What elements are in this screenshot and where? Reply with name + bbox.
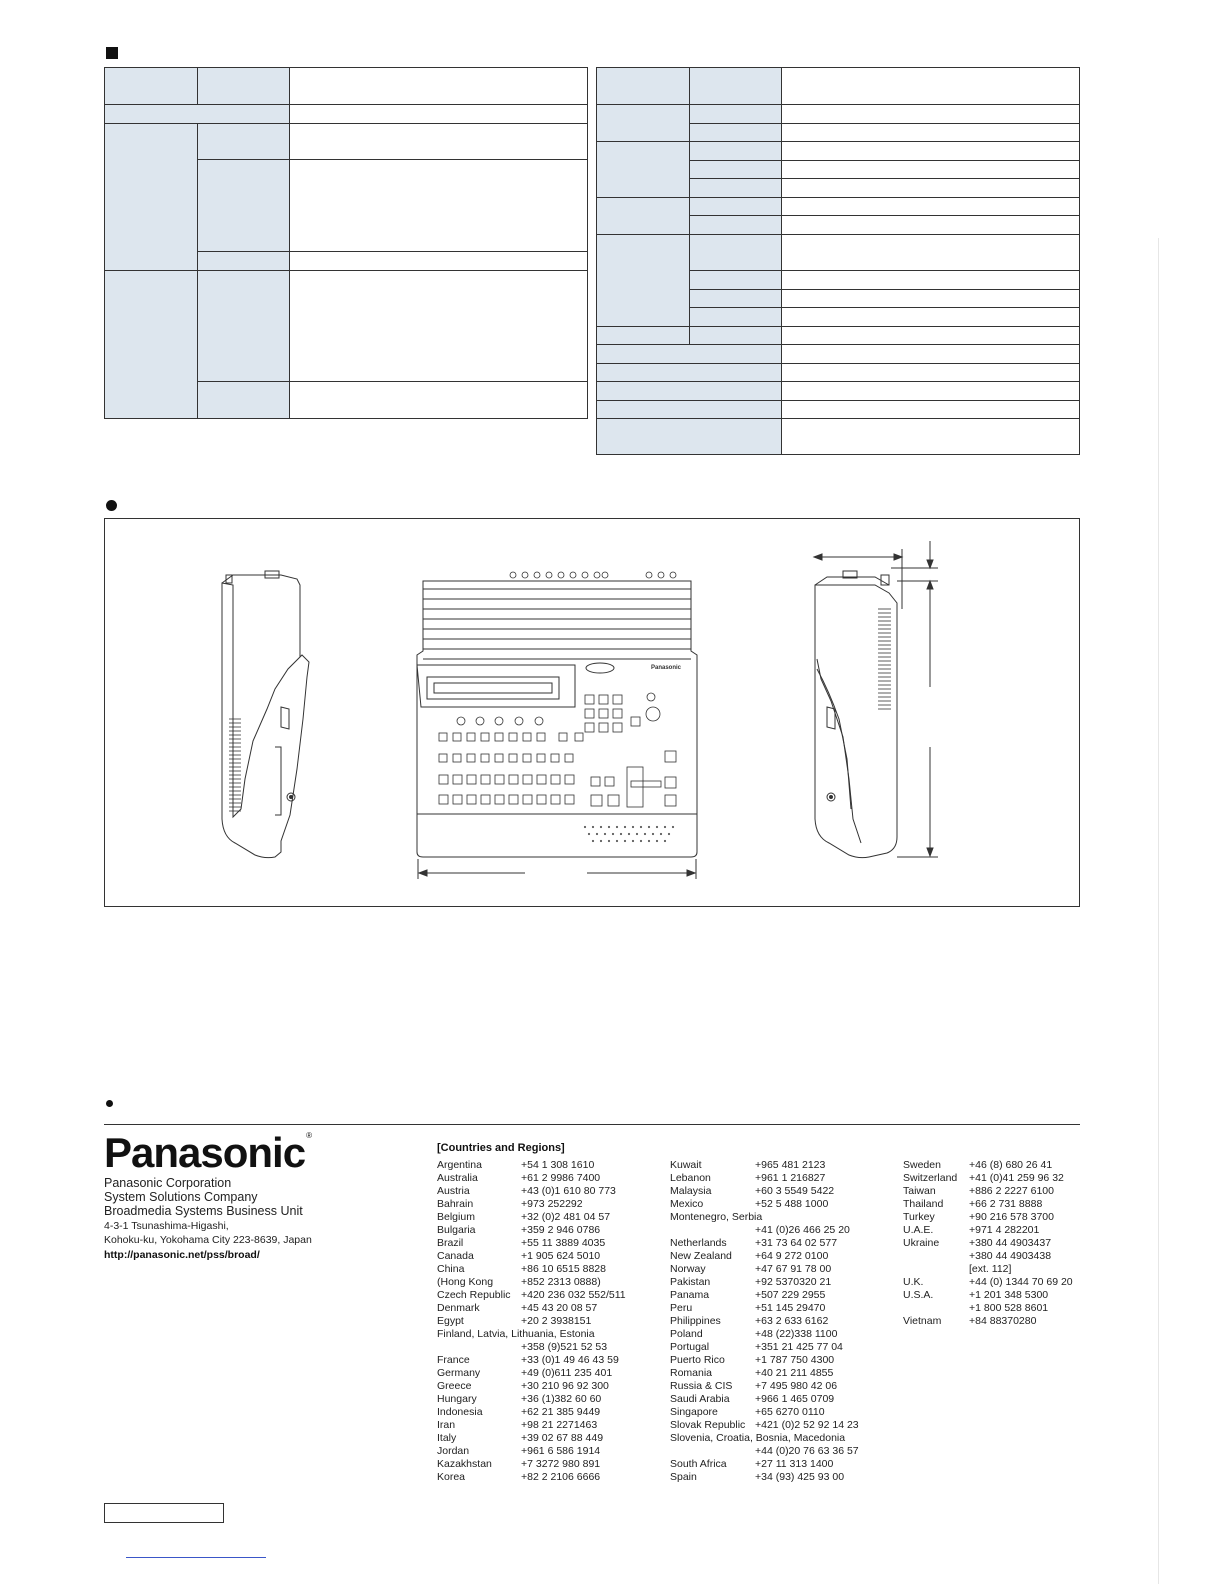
region-phone: +92 5370320 21	[755, 1276, 832, 1288]
region-row	[437, 1354, 662, 1367]
region-country: Denmark	[437, 1302, 480, 1314]
region-country: Czech Republic	[437, 1289, 511, 1301]
front-view	[417, 572, 697, 879]
region-row	[903, 1276, 1083, 1289]
region-row	[437, 1237, 662, 1250]
region-country: Thailand	[903, 1198, 944, 1210]
region-country: Indonesia	[437, 1406, 483, 1418]
region-row	[437, 1198, 662, 1211]
countries-title: [Countries and Regions]	[437, 1142, 565, 1154]
region-country: Malaysia	[670, 1185, 712, 1197]
region-row	[437, 1250, 662, 1263]
region-phone: +49 (0)611 235 401	[521, 1367, 613, 1379]
spec-table-left	[104, 67, 588, 419]
region-phone: +84 88370280	[969, 1315, 1037, 1327]
region-row	[670, 1224, 895, 1237]
region-phone: +41 (0)26 466 25 20	[755, 1224, 850, 1236]
region-row	[903, 1302, 1083, 1315]
region-phone: +971 4 282201	[969, 1224, 1040, 1236]
region-country: Romania	[670, 1367, 713, 1379]
page-edge-line	[1158, 238, 1159, 1584]
region-phone: +380 44 4903437	[969, 1237, 1052, 1249]
region-phone: +1 787 750 4300	[755, 1354, 835, 1366]
bottom-link-underline	[126, 1557, 266, 1558]
region-country: Egypt	[437, 1315, 464, 1327]
region-country: New Zealand	[670, 1250, 732, 1262]
region-row	[437, 1458, 662, 1471]
company-line: System Solutions Company	[104, 1190, 258, 1204]
front-brand-label: Panasonic	[651, 665, 682, 671]
region-country: U.K.	[903, 1276, 924, 1288]
region-row	[437, 1289, 662, 1302]
region-row	[437, 1406, 662, 1419]
region-country: Hungary	[437, 1393, 477, 1405]
region-phone: +54 1 308 1610	[521, 1159, 595, 1171]
region-phone: +351 21 425 77 04	[755, 1341, 843, 1353]
company-name-block	[104, 1176, 303, 1218]
region-country: Pakistan	[670, 1276, 711, 1288]
region-country: Slovenia, Croatia, Bosnia, Macedonia	[670, 1432, 846, 1444]
region-row	[437, 1419, 662, 1432]
side-view-left	[222, 571, 309, 858]
document-code-box	[104, 1503, 224, 1523]
region-phone: +359 2 946 0786	[521, 1224, 601, 1236]
region-phone: +7 495 980 42 06	[755, 1380, 838, 1392]
regions-column-1	[437, 1159, 662, 1484]
region-row	[670, 1302, 895, 1315]
region-row	[437, 1393, 662, 1406]
region-row	[903, 1289, 1083, 1302]
region-phone: +64 9 272 0100	[755, 1250, 829, 1262]
region-row	[903, 1224, 1083, 1237]
region-phone: +36 (1)382 60 60	[521, 1393, 602, 1405]
company-url-link[interactable]: http://panasonic.net/pss/broad/	[104, 1249, 260, 1261]
region-country: Australia	[437, 1172, 478, 1184]
region-country: Greece	[437, 1380, 472, 1392]
region-country: Panama	[670, 1289, 710, 1301]
region-phone: +507 229 2955	[755, 1289, 826, 1301]
region-phone: +62 21 385 9449	[521, 1406, 601, 1418]
region-row	[670, 1367, 895, 1380]
region-phone: +65 6270 0110	[755, 1406, 825, 1418]
region-phone: +66 2 731 8888	[969, 1198, 1043, 1210]
region-row	[670, 1354, 895, 1367]
region-phone: +32 (0)2 481 04 57	[521, 1211, 611, 1223]
region-row	[670, 1380, 895, 1393]
region-phone: +1 800 528 8601	[969, 1302, 1049, 1314]
region-phone: +852 2313 0888)	[521, 1276, 601, 1288]
region-country: Taiwan	[903, 1185, 936, 1197]
region-country: Philippines	[670, 1315, 721, 1327]
region-phone: +63 2 633 6162	[755, 1315, 829, 1327]
region-row	[670, 1289, 895, 1302]
region-phone: +421 (0)2 52 92 14 23	[755, 1419, 859, 1431]
region-phone: +44 (0)20 76 63 36 57	[755, 1445, 859, 1457]
region-row	[670, 1432, 895, 1445]
region-phone: +60 3 5549 5422	[755, 1185, 835, 1197]
region-row	[670, 1198, 895, 1211]
dimensions-section-bullet	[106, 500, 117, 511]
region-country: Poland	[670, 1328, 703, 1340]
region-phone: +41 (0)41 259 96 32	[969, 1172, 1064, 1184]
region-row	[670, 1263, 895, 1276]
region-row	[437, 1315, 662, 1328]
region-country: (Hong Kong	[437, 1276, 494, 1288]
region-country: Mexico	[670, 1198, 704, 1210]
region-country: U.A.E.	[903, 1224, 934, 1236]
dimensions-box	[104, 518, 1080, 907]
region-country: Canada	[437, 1250, 474, 1262]
region-country: Puerto Rico	[670, 1354, 725, 1366]
region-phone: +44 (0) 1344 70 69 20	[969, 1276, 1073, 1288]
region-phone: +47 67 91 78 00	[755, 1263, 832, 1275]
region-country: Switzerland	[903, 1172, 958, 1184]
region-phone: +43 (0)1 610 80 773	[521, 1185, 616, 1197]
region-country: Belgium	[437, 1211, 475, 1223]
region-country: Austria	[437, 1185, 470, 1197]
region-row	[670, 1328, 895, 1341]
region-country: Turkey	[903, 1211, 935, 1223]
region-row	[437, 1341, 662, 1354]
region-country: Norway	[670, 1263, 706, 1275]
region-phone: +82 2 2106 6666	[521, 1471, 601, 1483]
region-row	[437, 1328, 662, 1341]
region-phone: +965 481 2123	[755, 1159, 826, 1171]
region-country: Bahrain	[437, 1198, 474, 1210]
region-row	[903, 1237, 1083, 1250]
region-country: Peru	[670, 1302, 693, 1314]
spec-section-bullet	[106, 47, 118, 59]
region-phone: +39 02 67 88 449	[521, 1432, 604, 1444]
region-country: Singapore	[670, 1406, 718, 1418]
region-phone: +48 (22)338 1100	[755, 1328, 838, 1340]
region-row	[670, 1458, 895, 1471]
region-country: Argentina	[437, 1159, 482, 1171]
region-phone: +358 (9)521 52 53	[521, 1341, 608, 1353]
region-country: Montenegro, Serbia	[670, 1211, 763, 1223]
region-phone: +90 216 578 3700	[969, 1211, 1054, 1223]
region-row	[903, 1159, 1083, 1172]
region-country: Finland, Latvia, Lithuania, Estonia	[437, 1328, 595, 1340]
region-country: France	[437, 1354, 470, 1366]
region-row	[670, 1419, 895, 1432]
region-phone: +7 3272 980 891	[521, 1458, 601, 1470]
region-row	[437, 1276, 662, 1289]
region-phone: +380 44 4903438	[969, 1250, 1052, 1262]
region-country: South Africa	[670, 1458, 727, 1470]
region-country: Jordan	[437, 1445, 470, 1457]
region-phone: +31 73 64 02 577	[755, 1237, 838, 1249]
footer-rule	[104, 1124, 1080, 1125]
region-row	[437, 1185, 662, 1198]
region-phone: +46 (8) 680 26 41	[969, 1159, 1053, 1171]
region-phone: +20 2 3938151	[521, 1315, 592, 1327]
region-phone: +61 2 9986 7400	[521, 1172, 601, 1184]
region-country: Lebanon	[670, 1172, 711, 1184]
side-view-right	[814, 541, 938, 858]
region-phone: +961 1 216827	[755, 1172, 826, 1184]
region-country: Ukraine	[903, 1237, 940, 1249]
region-country: Germany	[437, 1367, 481, 1379]
region-phone: +33 (0)1 49 46 43 59	[521, 1354, 619, 1366]
region-phone: [ext. 112]	[969, 1263, 1012, 1275]
region-row	[437, 1211, 662, 1224]
region-row	[437, 1432, 662, 1445]
region-phone: +52 5 488 1000	[755, 1198, 829, 1210]
region-row	[437, 1172, 662, 1185]
region-row	[437, 1367, 662, 1380]
panasonic-logo: Panasonic®	[104, 1129, 311, 1176]
region-country: Italy	[437, 1432, 457, 1444]
region-row	[670, 1211, 895, 1224]
region-row	[903, 1315, 1083, 1328]
region-phone: +886 2 2227 6100	[969, 1185, 1054, 1197]
region-row	[670, 1471, 895, 1484]
region-row	[437, 1302, 662, 1315]
region-row	[903, 1198, 1083, 1211]
dimension-drawing	[105, 519, 1079, 906]
region-phone: +961 6 586 1914	[521, 1445, 601, 1457]
region-row	[670, 1237, 895, 1250]
region-phone: +45 43 20 08 57	[521, 1302, 598, 1314]
region-row	[670, 1159, 895, 1172]
region-phone: +30 210 96 92 300	[521, 1380, 609, 1392]
region-phone: +40 21 211 4855	[755, 1367, 834, 1379]
spec-table-right	[596, 67, 1080, 455]
region-phone: +420 236 032 552/511	[521, 1289, 626, 1301]
region-row	[437, 1159, 662, 1172]
region-row	[670, 1276, 895, 1289]
region-row	[437, 1471, 662, 1484]
region-row	[670, 1250, 895, 1263]
company-address	[104, 1219, 312, 1247]
region-country: Kuwait	[670, 1159, 702, 1171]
region-phone: +1 905 624 5010	[521, 1250, 601, 1262]
region-row	[670, 1315, 895, 1328]
region-row	[437, 1263, 662, 1276]
region-country: Portugal	[670, 1341, 710, 1353]
region-row	[903, 1172, 1083, 1185]
company-line: Broadmedia Systems Business Unit	[104, 1204, 303, 1218]
region-country: Iran	[437, 1419, 456, 1431]
region-row	[437, 1445, 662, 1458]
region-country: U.S.A.	[903, 1289, 934, 1301]
region-country: Brazil	[437, 1237, 464, 1249]
footer-section-bullet	[106, 1100, 113, 1107]
regions-column-3	[903, 1159, 1083, 1328]
region-row	[670, 1172, 895, 1185]
region-phone: +98 21 2271463	[521, 1419, 598, 1431]
region-phone: +34 (93) 425 93 00	[755, 1471, 845, 1483]
region-row	[670, 1406, 895, 1419]
region-country: Netherlands	[670, 1237, 727, 1249]
region-phone: +27 11 313 1400	[755, 1458, 834, 1470]
region-phone: +51 145 29470	[755, 1302, 826, 1314]
region-country: Sweden	[903, 1159, 941, 1171]
region-phone: +966 1 465 0709	[755, 1393, 835, 1405]
region-row	[903, 1211, 1083, 1224]
regions-column-2	[670, 1159, 895, 1484]
address-line: Kohoku-ku, Yokohama City 223-8639, Japan	[104, 1234, 312, 1246]
region-phone: +55 11 3889 4035	[521, 1237, 606, 1249]
region-country: Spain	[670, 1471, 697, 1483]
company-line: Panasonic Corporation	[104, 1176, 232, 1190]
region-country: Korea	[437, 1471, 466, 1483]
region-country: Kazakhstan	[437, 1458, 492, 1470]
region-row	[670, 1393, 895, 1406]
region-row	[437, 1380, 662, 1393]
region-row	[437, 1224, 662, 1237]
region-country: Slovak Republic	[670, 1419, 746, 1431]
region-row	[670, 1341, 895, 1354]
region-row	[670, 1445, 895, 1458]
region-country: Russia & CIS	[670, 1380, 733, 1392]
region-row	[903, 1263, 1083, 1276]
address-line: 4-3-1 Tsunashima-Higashi,	[104, 1220, 229, 1232]
region-row	[903, 1185, 1083, 1198]
region-country: Vietnam	[903, 1315, 942, 1327]
region-country: China	[437, 1263, 465, 1275]
region-row	[903, 1250, 1083, 1263]
region-phone: +1 201 348 5300	[969, 1289, 1049, 1301]
region-phone: +973 252292	[521, 1198, 583, 1210]
region-row	[670, 1185, 895, 1198]
region-country: Saudi Arabia	[670, 1393, 730, 1405]
region-phone: +86 10 6515 8828	[521, 1263, 606, 1275]
region-country: Bulgaria	[437, 1224, 476, 1236]
